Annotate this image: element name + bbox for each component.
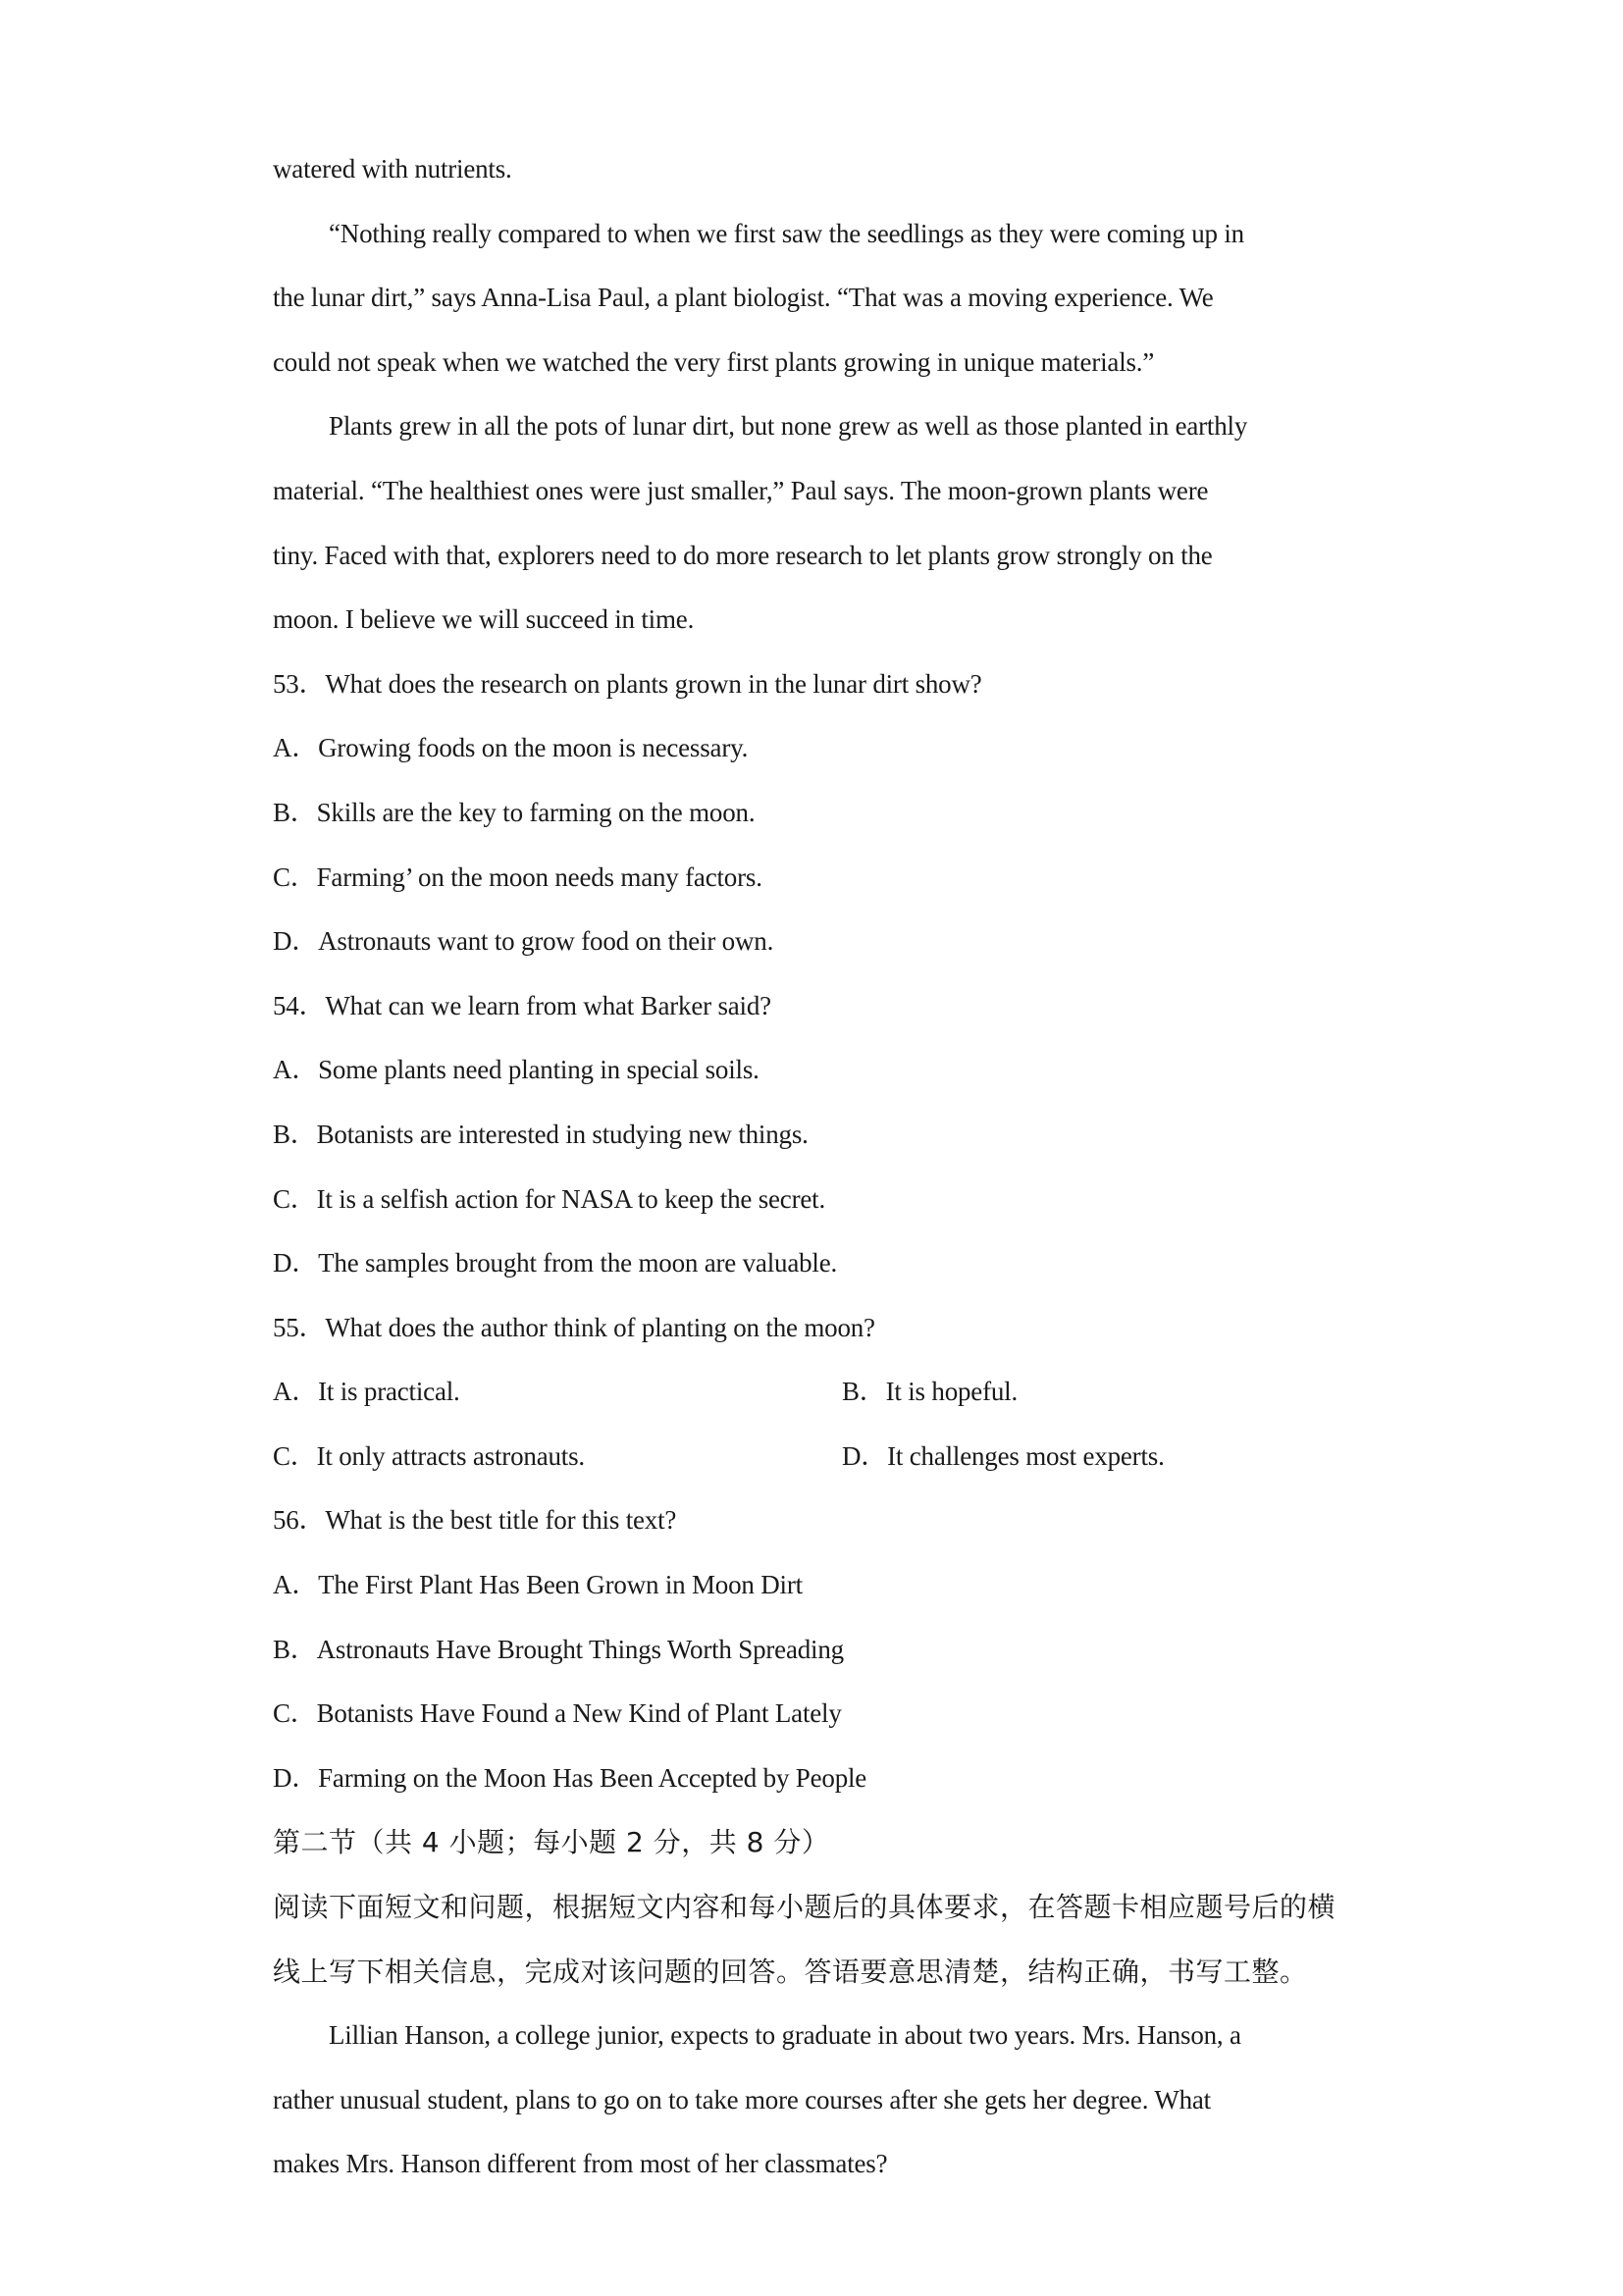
passage-paragraph-quote xyxy=(273,202,1352,395)
question-stem: 53．What does the research on plants grown in the lunar dirt show? xyxy=(273,668,982,699)
passage-paragraph-results xyxy=(273,394,1352,652)
option-a: A．The First Plant Has Been Grown in Moon Dirt xyxy=(273,1570,803,1600)
option-d: D．The samples brought from the moon are valuable. xyxy=(273,1248,838,1278)
option-c: C．Farming’ on the moon needs many factors. xyxy=(273,861,762,892)
section-instructions-line: 线上写下相关信息，完成对该问题的回答。答语要意思清楚，结构正确，书写工整。 xyxy=(273,1955,1308,1988)
section-2 xyxy=(273,1810,1352,2197)
passage-line: moon. I believe we will succeed in time. xyxy=(273,604,695,635)
passage-line: material. “The healthiest ones were just smaller,” Paul says. The moon-grown plants were xyxy=(273,475,1209,505)
passage-line: makes Mrs. Hanson different from most of her classmates? xyxy=(273,2149,888,2179)
passage-line: rather unusual student, plans to go on to take more courses after she gets her degree. What xyxy=(273,2084,1211,2114)
option-c: C．Botanists Have Found a New Kind of Plant Lately xyxy=(273,1698,842,1729)
question-56 xyxy=(273,1488,1352,1810)
option-b: B．Skills are the key to farming on the moon. xyxy=(273,797,756,827)
passage-line: could not speak when we watched the very first plants growing in unique materials.” xyxy=(273,346,1155,377)
option-b: B．Astronauts Have Brought Things Worth Spreading xyxy=(273,1634,844,1664)
question-54 xyxy=(273,974,1352,1296)
option-d: D．Farming on the Moon Has Been Accepted by People xyxy=(273,1762,867,1793)
question-stem: 54．What can we learn from what Barker said? xyxy=(273,990,771,1020)
section-heading: 第二节（共 4 小题；每小题 2 分，共 8 分） xyxy=(273,1826,830,1859)
option-a: A．It is practical. xyxy=(273,1377,460,1407)
option-d: D．Astronauts want to grow food on their own. xyxy=(273,926,774,957)
passage-line: Plants grew in all the pots of lunar dirt, but none grew as well as those planted in earthly xyxy=(329,411,1248,442)
question-55 xyxy=(273,1296,1352,1489)
question-stem: 56．What is the best title for this text? xyxy=(273,1505,677,1536)
option-b: B．It is hopeful. xyxy=(842,1377,1019,1407)
passage-line: “Nothing really compared to when we first saw the seedlings as they were coming up in xyxy=(329,218,1244,248)
passage-line: Lillian Hanson, a college junior, expects to graduate in about two years. Mrs. Hanson, a xyxy=(329,2020,1241,2051)
question-53 xyxy=(273,652,1352,974)
option-c: C．It is a selfish action for NASA to keep the secret. xyxy=(273,1183,826,1214)
question-stem: 55．What does the author think of planting on the moon? xyxy=(273,1312,875,1342)
option-a: A．Some plants need planting in special soils. xyxy=(273,1055,759,1085)
option-c: C．It only attracts astronauts. xyxy=(273,1440,585,1471)
passage-line: the lunar dirt,” says Anna-Lisa Paul, a plant biologist. “That was a moving experience. We xyxy=(273,283,1214,313)
passage-line: tiny. Faced with that, explorers need to do more research to let plants grow strongly on the xyxy=(273,540,1213,570)
exam-page xyxy=(273,137,1352,2197)
options-row xyxy=(273,1425,1352,1489)
option-b: B．Botanists are interested in studying new things. xyxy=(273,1119,809,1149)
section-instructions-line: 阅读下面短文和问题，根据短文内容和每小题后的具体要求，在答题卡相应题号后的横 xyxy=(273,1891,1336,1924)
options-row xyxy=(273,1360,1352,1425)
passage-line: watered with nutrients. xyxy=(273,154,512,183)
option-d: D．It challenges most experts. xyxy=(842,1440,1165,1471)
option-a: A．Growing foods on the moon is necessary. xyxy=(273,733,749,763)
